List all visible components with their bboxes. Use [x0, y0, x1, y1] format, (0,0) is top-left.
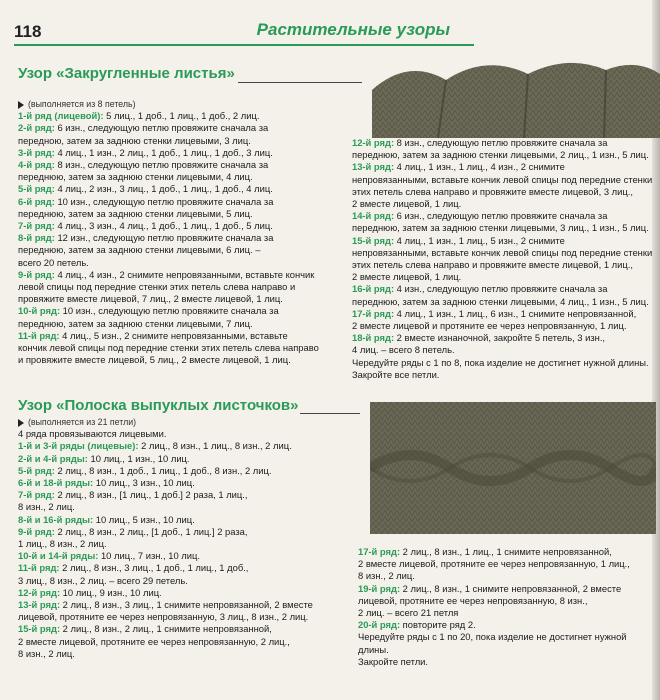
instruction-line	[18, 196, 319, 208]
row-text: лицевой, протяните ее через непровязанную, 8 изн.,	[358, 594, 588, 606]
row-text: переднюю, затем за заднюю стенки лицевыми, 3 лиц., 1 изн., 5 лиц.	[352, 222, 649, 234]
row-label: 12-й ряд:	[352, 137, 395, 148]
instruction-line	[18, 159, 319, 171]
row-label: 6-й ряд:	[18, 195, 55, 207]
instruction-line	[358, 595, 630, 607]
row-text: 2 лиц., 8 изн., 2 лиц., [1 доб., 1 лиц.] 2 раза,	[54, 525, 248, 537]
row-text: 2 лиц., 8 изн., 1 снимите непровязанной, 2 вместе	[400, 582, 622, 594]
row-text: переднюю, затем за заднюю стенки лицевыми, 2 лиц., 1 изн., 5 лиц.	[352, 149, 649, 161]
row-label: 12-й ряд:	[18, 586, 61, 598]
row-text: этих петель слева направо и провяжите вместе лицевой, 1 лиц.,	[352, 259, 633, 271]
instruction-line	[352, 149, 652, 161]
instruction-line	[18, 623, 313, 635]
instruction-line	[18, 220, 319, 232]
row-label: 15-й ряд:	[352, 234, 395, 246]
row-text: длины.	[358, 643, 389, 655]
instruction-line	[352, 271, 652, 283]
instruction-line	[18, 636, 313, 648]
row-text: 1 лиц., 8 изн., 2 лиц.	[18, 538, 107, 550]
instruction-line	[18, 318, 319, 330]
instruction-line	[352, 222, 652, 234]
instruction-line	[18, 538, 313, 550]
instruction-line	[352, 344, 652, 356]
instruction-line	[352, 186, 652, 198]
row-text: 2 лиц., 8 изн., 2 лиц., 1 снимите непровязанной,	[60, 623, 272, 635]
instruction-line	[18, 489, 313, 501]
row-text: 2 лиц. – всего 21 петля	[358, 607, 459, 619]
row-text: Чередуйте ряды с 1 по 20, пока изделие не достигнет нужной	[358, 631, 627, 643]
row-text: 4 лиц., 1 изн., 1 лиц., 6 изн., 1 снимите непровязанной,	[394, 307, 637, 319]
row-label: 6-й и 18-й ряды:	[18, 477, 94, 489]
row-label: 10-й ряд:	[18, 305, 61, 317]
row-label: 8-й ряд:	[18, 232, 55, 244]
row-text: 6 изн., следующую петлю провяжите сначала за	[54, 122, 269, 134]
row-label: 10-й и 14-й ряды:	[18, 550, 99, 562]
instruction-line	[18, 293, 319, 305]
instruction-line	[352, 161, 652, 173]
row-text: 2 лиц., 8 изн., 3 лиц., 1 доб., 1 лиц., 1 доб.,	[59, 562, 249, 574]
row-text: 4 лиц., 2 изн., 3 лиц., 1 доб., 1 лиц., 1 доб., 4 лиц.	[54, 183, 273, 195]
row-text: 4 лиц., 5 изн., 2 снимите непровязанными, вставьте	[59, 329, 288, 341]
row-label: 3-й ряд:	[18, 146, 55, 158]
instruction-line	[18, 501, 313, 513]
row-label: 11-й ряд:	[18, 329, 60, 341]
section2-title: Узор «Полоска выпуклых листочков»	[18, 397, 299, 414]
instruction-line	[352, 369, 652, 381]
row-text: Чередуйте ряды с 1 по 8, пока изделие не достигнет нужной длины.	[352, 356, 649, 368]
row-label: 5-й ряд:	[18, 183, 55, 195]
row-text: 10 изн., следующую петлю провяжите сначала за	[60, 305, 279, 317]
row-label: 19-й ряд:	[358, 582, 401, 594]
row-text: Закройте все петли.	[352, 368, 440, 380]
instruction-line	[18, 562, 313, 574]
section2-col2	[358, 546, 630, 668]
row-text: 8 изн., 2 лиц.	[18, 501, 75, 513]
row-text: повторите ряд 2.	[400, 619, 476, 631]
row-text: 8 изн., 2 лиц.	[18, 647, 75, 659]
row-text: 6 изн., следующую петлю провяжите сначала за	[394, 210, 608, 222]
instruction-line	[352, 174, 652, 186]
instruction-line	[18, 257, 319, 269]
row-text: 2 лиц., 8 изн., 1 лиц., 1 снимите непровязанной,	[400, 546, 612, 557]
instruction-line	[18, 110, 319, 122]
row-label: 1-й ряд (лицевой):	[18, 110, 104, 122]
leaf-strip-swatch	[370, 402, 656, 534]
instruction-line	[18, 440, 313, 452]
chapter-title: Растительные узоры	[256, 20, 450, 39]
row-label: 20-й ряд:	[358, 619, 401, 631]
row-text: всего 20 петель.	[18, 256, 89, 268]
row-text: 2 вместе лицевой, протяните ее через непровязанную, 2 лиц.,	[18, 635, 290, 647]
instruction-line	[18, 575, 313, 587]
row-text: и провяжите вместе лицевой, 5 лиц., 2 вместе лицевой, 1 лиц.	[18, 354, 291, 366]
row-label: 8-й и 16-й ряды:	[18, 513, 94, 525]
row-text: 12 изн., следующую петлю провяжите сначала за	[54, 232, 274, 244]
page-number: 118	[14, 22, 42, 41]
instruction-line	[358, 558, 630, 570]
row-text: 10 лиц., 7 изн., 10 лиц.	[98, 550, 200, 562]
row-text: 2 лиц., 8 изн., 1 доб., 1 лиц., 1 доб., 8 изн., 2 лиц.	[54, 464, 272, 476]
section1-rows-right	[352, 137, 652, 381]
instruction-line	[18, 208, 319, 220]
instruction-line	[18, 514, 313, 526]
row-text: лицевой, протяните ее через непровязанную, 3 лиц., 8 изн., 2 лиц.	[18, 611, 309, 623]
row-text: 2 вместе лицевой, протяните ее через непровязанную, 1 лиц.,	[358, 558, 630, 570]
instruction-line	[18, 611, 313, 623]
instruction-line	[18, 550, 313, 562]
row-label: 7-й ряд:	[18, 220, 55, 232]
rounded-leaves-swatch	[368, 50, 660, 140]
row-text: непровязанными, вставьте кончик левой спицы под передние стенки	[352, 246, 653, 258]
instruction-line	[18, 135, 319, 147]
row-label: 13-й ряд:	[352, 161, 395, 173]
instruction-line	[358, 546, 630, 558]
instruction-line	[18, 587, 313, 599]
row-text: 5 лиц., 1 доб., 1 лиц., 1 доб., 2 лиц.	[103, 110, 260, 122]
instruction-line	[352, 296, 652, 308]
row-text: 4 лиц., 1 изн., 2 лиц., 1 доб., 1 лиц., 1 доб., 3 лиц.	[54, 146, 273, 158]
row-text: 4 лиц., 1 изн., 1 лиц., 5 изн., 2 снимите	[394, 234, 565, 246]
instruction-line	[18, 648, 313, 660]
row-label: 9-й ряд:	[18, 268, 55, 280]
instruction-line	[352, 283, 652, 295]
row-text: переднюю, затем за заднюю стенки лицевыми, 7 лиц.	[18, 317, 253, 329]
row-text: непровязанными, вставьте кончик левой спицы под передние стенки	[352, 173, 653, 185]
row-text: 2 вместе лицевой и протяните ее через непровязанную, 1 лиц.	[352, 320, 627, 332]
section2-rows-right	[358, 546, 630, 668]
instruction-line	[18, 147, 319, 159]
row-text: передною, затем за заднюю стенки лицевыми, 3 лиц.	[18, 134, 251, 146]
row-label: 13-й ряд:	[18, 599, 61, 611]
instruction-line	[18, 526, 313, 538]
row-text: переднюю, затем за заднюю стенки лицевыми, 4 лиц., 1 изн., 5 лиц.	[352, 295, 649, 307]
instruction-line	[352, 235, 652, 247]
row-text: 2 лиц., 8 изн., [1 лиц., 1 доб.] 2 раза, 1 лиц.,	[54, 489, 248, 501]
instruction-line	[358, 631, 630, 643]
section2-rows-left	[18, 440, 313, 660]
instruction-line	[18, 269, 319, 281]
instruction-line	[18, 599, 313, 611]
section2-intro: 4 ряда провязываются лицевыми.	[18, 428, 167, 440]
row-label: 2-й ряд:	[18, 122, 55, 134]
row-label: 4-й ряд:	[18, 159, 55, 171]
row-text: 10 лиц., 5 изн., 10 лиц.	[93, 513, 195, 525]
row-text: 3 лиц., 8 изн., 2 лиц. – всего 29 петель.	[18, 574, 188, 586]
instruction-line	[18, 305, 319, 317]
row-text: переднюю, затем за заднюю стенки лицевыми, 5 лиц.	[18, 207, 253, 219]
section1-note: (выполняется из 8 петель)	[18, 98, 319, 110]
instruction-line	[352, 198, 652, 210]
row-text: 4 изн., следующую петлю провяжите сначала за	[394, 283, 608, 295]
instruction-line	[18, 281, 319, 293]
instruction-line	[18, 453, 313, 465]
instruction-line	[358, 644, 630, 656]
row-text: 2 вместе лицевой, 1 лиц.	[352, 198, 462, 210]
instruction-line	[18, 171, 319, 183]
section1-title: Узор «Закругленные листья»	[18, 65, 235, 82]
section2-col1	[18, 416, 313, 660]
row-text: 2 вместе изнаночной, закройте 5 петель, 3 изн.,	[394, 332, 606, 344]
instruction-line	[358, 570, 630, 582]
instruction-line	[358, 619, 630, 631]
instruction-line	[352, 357, 652, 369]
row-text: этих петель слева направо и провяжите вместе лицевой, 3 лиц.,	[352, 185, 633, 197]
row-label: 16-й ряд:	[352, 283, 395, 295]
row-label: 17-й ряд:	[358, 546, 401, 557]
row-text: 4 лиц., 1 изн., 1 лиц., 4 изн., 2 снимите	[394, 161, 565, 173]
section1-rule	[238, 82, 362, 83]
section1-col1	[18, 98, 319, 366]
instruction-line	[358, 656, 630, 668]
row-text: 2 лиц., 8 изн., 1 лиц., 8 изн., 2 лиц.	[138, 440, 292, 452]
row-text: 10 лиц., 3 изн., 10 лиц.	[93, 477, 195, 489]
row-label: 15-й ряд:	[18, 623, 61, 635]
triangle-marker-icon	[18, 419, 24, 427]
instruction-line	[352, 320, 652, 332]
row-text: 10 лиц., 1 изн., 10 лиц.	[87, 452, 190, 464]
row-text: провяжите вместе лицевой, 7 лиц., 2 вместе лицевой, 1 лиц.	[18, 293, 283, 305]
row-text: 8 изн., следующую петлю провяжите сначала за	[54, 159, 269, 171]
row-label: 11-й ряд:	[18, 562, 60, 574]
section2-note: (выполняется из 21 петли)	[18, 416, 313, 428]
instruction-line	[352, 259, 652, 271]
section2-rule	[300, 413, 360, 414]
instruction-line	[352, 308, 652, 320]
instruction-line	[352, 137, 652, 149]
row-text: 8 изн., следующую петлю провяжите сначала за	[394, 137, 608, 148]
row-label: 1-й и 3-й ряды (лицевые):	[18, 440, 139, 452]
row-text: 2 лиц., 8 изн., 3 лиц., 1 снимите непровязанной, 2 вместе	[60, 599, 313, 611]
header-rule	[14, 44, 474, 46]
instruction-line	[18, 232, 319, 244]
row-label: 2-й и 4-й ряды:	[18, 452, 88, 464]
instruction-line	[18, 330, 319, 342]
instruction-line	[18, 122, 319, 134]
instruction-line	[18, 342, 319, 354]
row-text: 4 лиц. – всего 8 петель.	[352, 344, 455, 356]
instruction-line	[18, 354, 319, 366]
row-text: 8 изн., 2 лиц.	[358, 570, 415, 582]
triangle-marker-icon	[18, 101, 24, 109]
row-text: 4 лиц., 4 изн., 2 снимите непровязанными, вставьте кончик	[54, 268, 315, 280]
row-text: 4 лиц., 3 изн., 4 лиц., 1 доб., 1 лиц., 1 доб., 5 лиц.	[54, 220, 273, 232]
instruction-line	[358, 583, 630, 595]
row-text: 2 вместе лицевой, 1 лиц.	[352, 271, 462, 283]
row-text: кончик левой спицы под передние стенки этих петель слева направо	[18, 342, 319, 354]
instruction-line	[352, 332, 652, 344]
instruction-line	[18, 465, 313, 477]
row-text: 10 лиц., 9 изн., 10 лиц.	[60, 586, 162, 598]
row-text: переднюю, затем за заднюю стенки лицевыми, 4 лиц.	[18, 171, 253, 183]
row-label: 18-й ряд:	[352, 332, 395, 344]
row-label: 9-й ряд:	[18, 525, 55, 537]
instruction-line	[358, 607, 630, 619]
row-label: 17-й ряд:	[352, 307, 395, 319]
section1-rows-left	[18, 110, 319, 366]
row-text: переднюю, затем за заднюю стенки лицевыми, 6 лиц. –	[18, 244, 261, 256]
instruction-line	[352, 210, 652, 222]
row-label: 7-й ряд:	[18, 489, 55, 501]
row-text: левой спицы под передние стенки этих петель слева направо и	[18, 281, 296, 293]
instruction-line	[18, 477, 313, 489]
instruction-line	[18, 244, 319, 256]
row-label: 5-й ряд:	[18, 464, 55, 476]
instruction-line	[18, 183, 319, 195]
row-text: Закройте петли.	[358, 655, 429, 667]
section1-col2	[352, 137, 652, 381]
instruction-line	[352, 247, 652, 259]
row-text: 10 изн., следующую петлю провяжите сначала за	[54, 195, 274, 207]
row-label: 14-й ряд:	[352, 210, 395, 222]
